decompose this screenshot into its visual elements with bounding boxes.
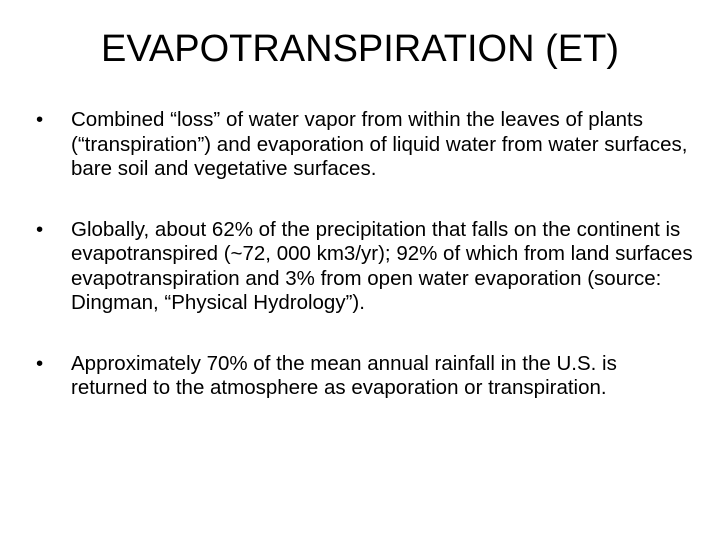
bullet-item-us-rainfall — [36, 352, 696, 401]
bullet-text: Combined “loss” of water vapor from within the leaves of plants (“transpiration”) and evaporation of liquid water from water surfaces, bare soil and vegetative surfaces. — [71, 108, 688, 180]
bullet-icon: • — [36, 351, 44, 375]
bullet-item-globally — [36, 218, 696, 316]
bullet-icon: • — [36, 108, 44, 131]
bullet-item-combined-loss — [36, 108, 696, 182]
bullet-text: Approximately 70% of the mean annual rainfall in the U.S. is returned to the atmosphere as evaporation or transpiration. — [71, 351, 617, 399]
bullet-icon: • — [36, 217, 44, 241]
bullet-list — [36, 108, 696, 437]
bullet-text: Globally, about 62% of the precipitation that falls on the continent is evapotranspired (~72, 000 km3/yr); 92% of which from land surfaces evapotranspiration and 3% from open water evaporation (source: Dingman, “Physical Hydrology”). — [71, 217, 693, 314]
slide-title: EVAPOTRANSPIRATION (ET) — [101, 28, 619, 70]
